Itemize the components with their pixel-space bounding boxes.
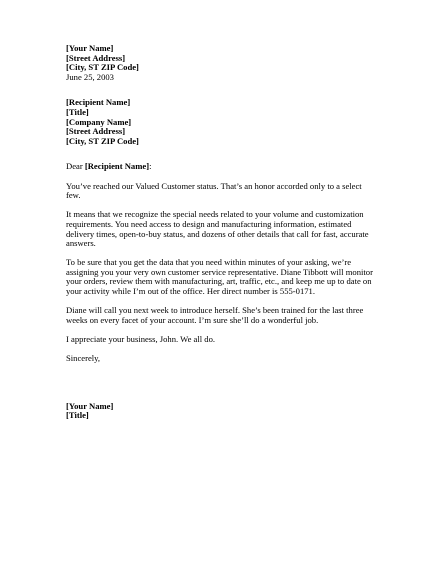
closing-text: Sincerely,: [66, 353, 101, 364]
letter-body: [66, 44, 402, 421]
paragraph-line: few.: [66, 190, 81, 201]
paragraph-line: weeks on every facet of your account. I’m sure she’ll do a wonderful job.: [66, 314, 319, 325]
paragraph-line: answers.: [66, 238, 96, 249]
body-paragraph-4: [66, 306, 402, 325]
paragraph-line: your orders, review them with manufacturing, art, traffic, etc., and keep me up to date on: [66, 276, 372, 287]
paragraph-line: your activity while I’m out of the office. Her direct number is 555-0171.: [66, 286, 315, 297]
paragraph-line: I appreciate your business, John. We all do.: [66, 334, 216, 345]
salutation: [66, 162, 402, 172]
signature-title: [Title]: [66, 410, 89, 421]
body-paragraph-3: [66, 258, 402, 296]
recipient-street: [Street Address]: [66, 126, 126, 137]
paragraph-line: assigning you your very own customer service representative. Diane Tibbott will monitor: [66, 266, 373, 277]
paragraph-line: It means that we recognize the special needs related to your volume and customization: [66, 209, 364, 220]
sender-street: [Street Address]: [66, 52, 126, 63]
sender-address-block: [66, 44, 402, 73]
recipient-name: [Recipient Name]: [66, 97, 131, 108]
salutation-suffix: :: [149, 161, 152, 172]
paragraph-line: To be sure that you get the data that you need within minutes of your asking, we’re: [66, 257, 352, 268]
body-paragraph-2: [66, 210, 402, 248]
body-paragraph-5: [66, 335, 402, 345]
paragraph-line: requirements. You need access to design and manufacturing information, estimated: [66, 218, 352, 229]
recipient-title: [Title]: [66, 106, 89, 117]
sender-name: [Your Name]: [66, 43, 114, 53]
signature-block: [66, 402, 402, 421]
recipient-company: [Company Name]: [66, 116, 132, 127]
paragraph-line: Diane will call you next week to introduce herself. She’s been trained for the last three: [66, 305, 364, 316]
paragraph-line: delivery times, open-to-buy status, and dozens of other details that call for fast, accurate: [66, 228, 369, 239]
salutation-prefix: Dear: [66, 161, 85, 172]
paragraph-line: You’ve reached our Valued Customer status. That’s an honor accorded only to a select: [66, 180, 362, 191]
sender-city: [City, ST ZIP Code]: [66, 62, 139, 73]
body-paragraph-1: [66, 182, 402, 201]
signature-name: [Your Name]: [66, 400, 114, 411]
letter-date-block: [66, 73, 402, 83]
salutation-name: [Recipient Name]: [84, 161, 150, 172]
closing: [66, 354, 402, 364]
letter-date: June 25, 2003: [66, 71, 114, 82]
recipient-city: [City, ST ZIP Code]: [66, 135, 139, 146]
recipient-address-block: [66, 98, 402, 146]
